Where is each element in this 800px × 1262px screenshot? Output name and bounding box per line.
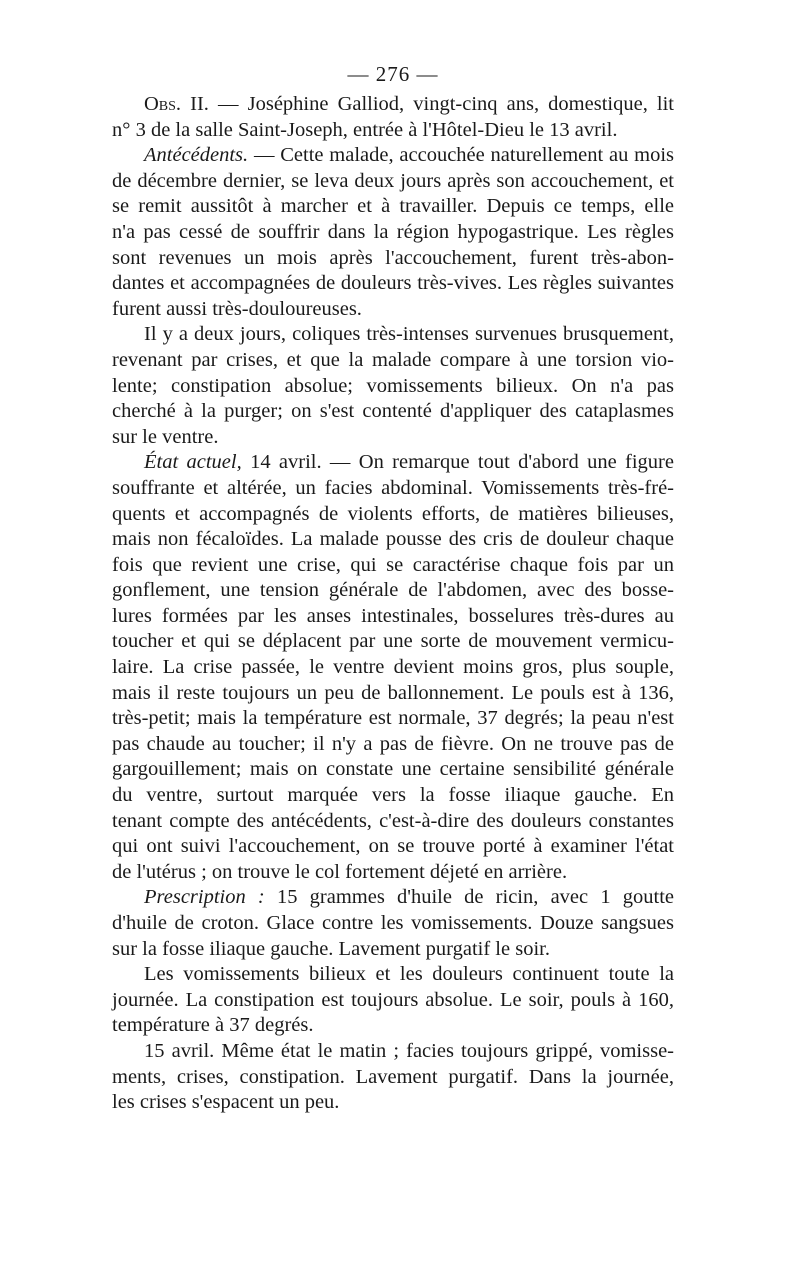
text-line: les crises s'espacent un peu. — [112, 1091, 340, 1114]
text-line: journée. La constipation est toujours absolue. Le soir, pouls à 160, — [112, 988, 674, 1011]
book-page — [112, 60, 674, 1116]
section-heading-antecedents: Antécédents. — [144, 144, 249, 167]
text-line: sur la fosse iliaque gauche. Lavement purgatif le soir. — [112, 937, 550, 960]
text-line: sur le ventre. — [112, 425, 219, 448]
text-line: qui ont suivi l'accouchement, on se trouve porté à examiner l'état — [112, 835, 674, 858]
text-line: tenant compte des antécédents, c'est-à-dire des douleurs constantes — [112, 809, 674, 832]
text-line: lente; constipation absolue; vomissements bilieux. On n'a pas — [112, 374, 674, 397]
text-line: mais non fécaloïdes. La malade pousse des cris de douleur chaque — [112, 528, 674, 551]
section-heading-prescription: Prescription : — [144, 886, 265, 909]
text-line: fois que revient une crise, qui se caractérise chaque fois par un — [112, 553, 674, 576]
text-line: laire. La crise passée, le ventre devient moins gros, plus souple, — [112, 656, 674, 679]
paragraph-observation — [112, 92, 674, 143]
text-line: très-petit; mais la température est normale, 37 degrés; la peau n'est — [112, 707, 674, 730]
paragraph-april-15 — [112, 1039, 674, 1116]
text-line: dantes et accompagnées de douleurs très-vives. Les règles suivantes — [112, 272, 674, 295]
text-line: Prescription : 15 grammes d'huile de ricin, avec 1 goutte — [144, 886, 675, 909]
text-line: revenant par crises, et que la malade compare à une torsion vio- — [112, 348, 674, 371]
paragraph-evening — [112, 962, 674, 1039]
text-line: température à 37 degrés. — [112, 1014, 314, 1037]
text-line: cherché à la purger; on s'est contenté d'appliquer des cataplasmes — [112, 400, 674, 423]
text-line: de décembre dernier, se leva deux jours après son accouchement, et — [112, 169, 674, 192]
text-line: État actuel, 14 avril. — On remarque tout d'abord une figure — [144, 451, 674, 474]
section-heading-etat-actuel: État actuel, — [144, 451, 242, 474]
text-line: Obs. II. — Joséphine Galliod, vingt-cinq ans, domestique, lit — [144, 93, 674, 115]
text-line: Il y a deux jours, coliques très-intenses survenues brusquement, — [144, 323, 674, 346]
paragraph-current-state — [112, 450, 674, 885]
text-line: gonflement, une tension générale de l'abdomen, avec des bosse- — [112, 579, 674, 602]
text-line: 15 avril. Même état le matin ; facies toujours grippé, vomisse- — [144, 1039, 674, 1062]
text-line: sont revenues un mois après l'accouchement, furent très-abon- — [112, 246, 674, 269]
text-line: Les vomissements bilieux et les douleurs continuent toute la — [144, 963, 674, 986]
text-line: gargouillement; mais on constate une certaine sensibilité générale — [112, 758, 674, 781]
text-line: d'huile de croton. Glace contre les vomissements. Douze sangsues — [112, 912, 674, 934]
text-line: pas chaude au toucher; il n'y a pas de fièvre. On ne trouve pas de — [112, 732, 674, 755]
paragraph-history — [112, 322, 674, 450]
text-line: Antécédents. — Cette malade, accouchée naturellement au mois — [144, 144, 675, 167]
text-line: se remit aussitôt à marcher et à travailler. Depuis ce temps, elle — [112, 195, 674, 218]
text-line: de l'utérus ; on trouve le col fortement déjeté en arrière. — [112, 860, 568, 883]
text-line: ments, crises, constipation. Lavement purgatif. Dans la journée, — [112, 1065, 674, 1088]
text-line: souffrante et altérée, un facies abdominal. Vomissements très-fré- — [112, 476, 674, 499]
text-line: mais il reste toujours un peu de ballonnement. Le pouls est à 136, — [112, 681, 674, 704]
text-line: quents et accompagnés de violents efforts, de matières bilieuses, — [112, 502, 674, 525]
text-line: furent aussi très-douloureuses. — [112, 297, 362, 320]
text-line: lures formées par les anses intestinales, bosselures très-dures au — [112, 604, 674, 627]
text-line: toucher et qui se déplacent par une sorte de mouvement vermicu- — [112, 630, 674, 653]
text-line: du ventre, surtout marquée vers la fosse iliaque gauche. En — [112, 784, 674, 807]
observation-heading: Obs. II. — [144, 93, 209, 115]
text-line: n° 3 de la salle Saint-Joseph, entrée à l'Hôtel-Dieu le 13 avril. — [112, 118, 618, 141]
paragraph-prescription — [112, 885, 674, 962]
page-number: — 276 — — [347, 62, 439, 86]
text-line: n'a pas cessé de souffrir dans la région hypogastrique. Les règles — [112, 220, 674, 243]
paragraph-antecedents — [112, 143, 674, 322]
